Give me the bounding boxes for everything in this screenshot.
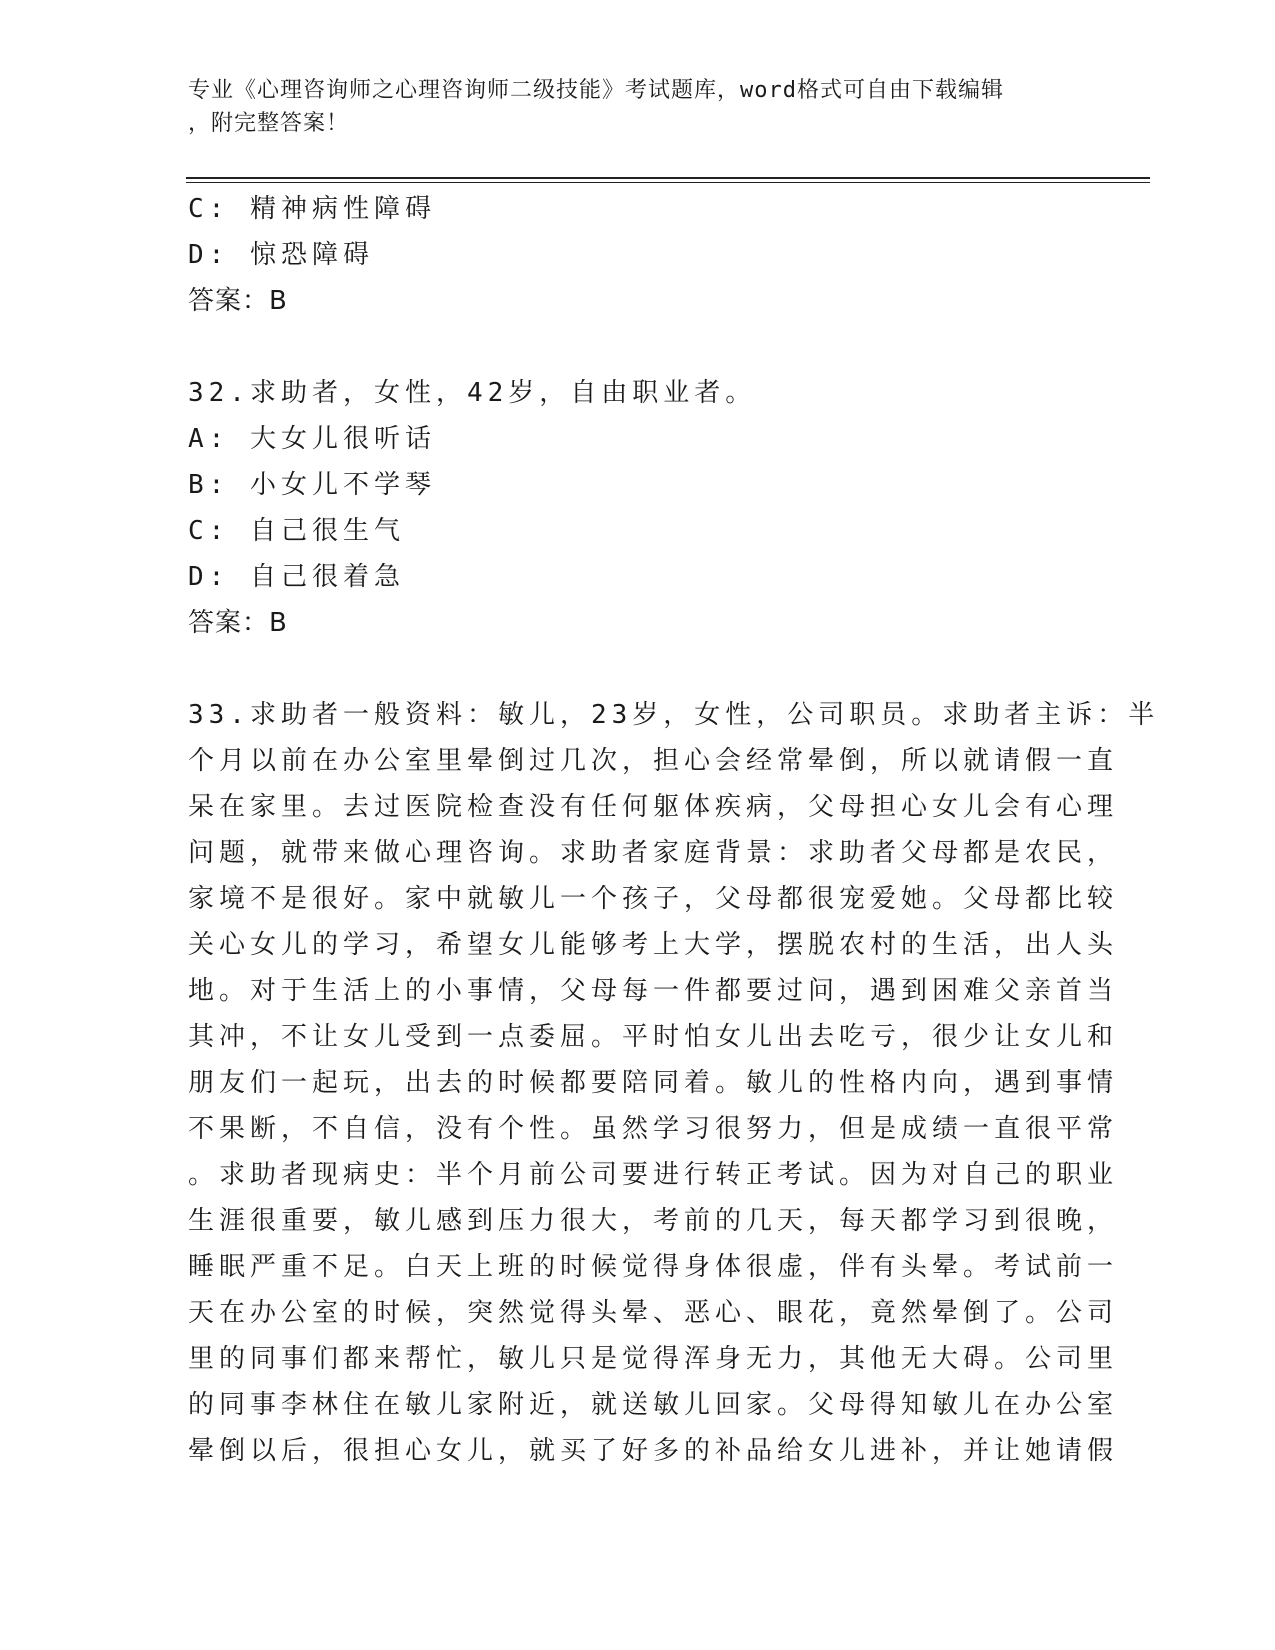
paragraph-line: 家境不是很好。家中就敏儿一个孩子，父母都很宠爱她。父母都比较: [188, 884, 1119, 914]
question-32: [188, 370, 1088, 646]
paragraph-line: 。求助者现病史：半个月前公司要进行转正考试。因为对自己的职业: [188, 1160, 1119, 1190]
paragraph-line: 里的同事们都来帮忙，敏儿只是觉得浑身无力，其他无大碍。公司里: [188, 1344, 1119, 1374]
option-c: C: 自己很生气: [188, 516, 405, 546]
option-b: B: 小女儿不学琴: [188, 470, 436, 500]
question-stem: 32.求助者，女性，42岁，自由职业者。: [188, 378, 757, 408]
spacer: [188, 646, 1088, 692]
paragraph-line: 不果断，不自信，没有个性。虽然学习很努力，但是成绩一直很平常: [188, 1114, 1119, 1144]
paragraph-line: 个月以前在办公室里晕倒过几次，担心会经常晕倒，所以就请假一直: [188, 746, 1119, 776]
spacer: [188, 324, 1088, 370]
paragraph-line: 呆在家里。去过医院检查没有任何躯体疾病，父母担心女儿会有心理: [188, 792, 1119, 822]
paragraph-line: 的同事李林住在敏儿家附近，就送敏儿回家。父母得知敏儿在办公室: [188, 1390, 1119, 1420]
paragraph-line: 关心女儿的学习，希望女儿能够考上大学，摆脱农村的生活，出人头: [188, 930, 1119, 960]
paragraph-line: 33.求助者一般资料：敏儿，23岁，女性，公司职员。求助者主诉：半: [188, 700, 1160, 730]
paragraph-line: 其冲，不让女儿受到一点委屈。平时怕女儿出去吃亏，很少让女儿和: [188, 1022, 1119, 1052]
answer-line: 答案：B: [188, 286, 288, 316]
option-d: D: 自己很着急: [188, 562, 405, 592]
paragraph-line: 天在办公室的时候，突然觉得头晕、恶心、眼花，竟然晕倒了。公司: [188, 1298, 1119, 1328]
header-divider-thin: [186, 182, 1150, 183]
document-body: [188, 186, 1160, 1474]
header-divider-thick: [186, 177, 1150, 179]
header-line-2: ，附完整答案！: [188, 111, 350, 136]
option-c: C: 精神病性障碍: [188, 194, 436, 224]
paragraph-line: 睡眠严重不足。白天上班的时候觉得身体很虚，伴有头晕。考试前一: [188, 1252, 1119, 1282]
paragraph-line: 朋友们一起玩，出去的时候都要陪同着。敏儿的性格内向，遇到事情: [188, 1068, 1119, 1098]
option-d: D: 惊恐障碍: [188, 240, 374, 270]
question-31-tail: [188, 186, 1088, 324]
paragraph-line: 地。对于生活上的小事情，父母每一件都要过问，遇到困难父亲首当: [188, 976, 1119, 1006]
paragraph-line: 生涯很重要，敏儿感到压力很大，考前的几天，每天都学习到很晚，: [188, 1206, 1119, 1236]
document-header: [188, 74, 1088, 140]
question-33: [188, 692, 1160, 1474]
paragraph-line: 晕倒以后，很担心女儿，就买了好多的补品给女儿进补，并让她请假: [188, 1436, 1119, 1466]
header-line-1: 专业《心理咨询师之心理咨询师二级技能》考试题库，word格式可自由下载编辑: [188, 78, 1004, 103]
paragraph-line: 问题，就带来做心理咨询。求助者家庭背景：求助者父母都是农民，: [188, 838, 1119, 868]
option-a: A: 大女儿很听话: [188, 424, 436, 454]
answer-line: 答案：B: [188, 608, 288, 638]
